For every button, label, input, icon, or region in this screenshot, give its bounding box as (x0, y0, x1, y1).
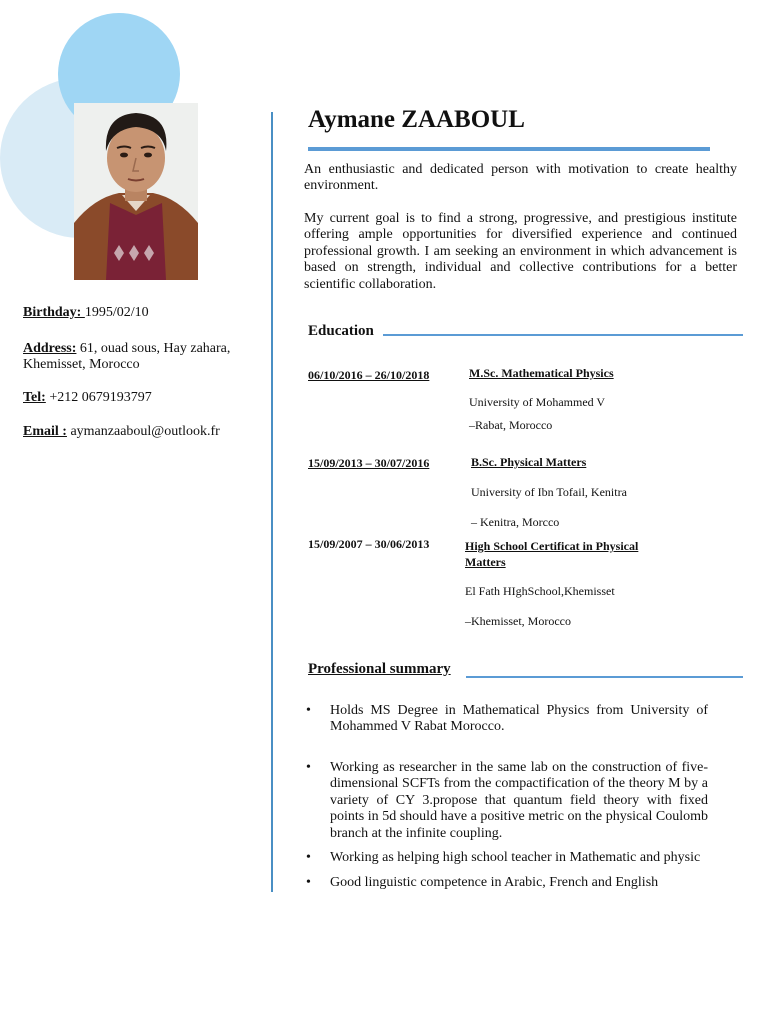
bullet-icon: • (306, 875, 311, 890)
education-location-3: –Khemisset, Morocco (465, 614, 571, 628)
education-rule (383, 334, 743, 336)
address-block (23, 341, 253, 373)
summary-bullet-3: Working as helping high school teacher in Mathematic and physic (330, 850, 701, 865)
tel-value: +212 0679193797 (45, 390, 152, 405)
education-degree-1: M.Sc. Mathematical Physics (469, 366, 614, 380)
summary-heading: Professional summary (308, 661, 451, 677)
summary-rule (466, 676, 743, 678)
bullet-icon: • (306, 850, 311, 865)
email-label: Email : (23, 424, 67, 439)
address-line1: 61, ouad sous, Hay zahara, (76, 341, 231, 356)
birthday-value: 1995/02/10 (84, 305, 149, 320)
birthday-label: Birthday: (23, 305, 85, 320)
education-dates-1: 06/10/2016 – 26/10/2018 (308, 368, 430, 382)
intro-paragraph-2: My current goal is to find a strong, progressive, and prestigious institute offering ample opportunities for diversified experience and continued professional growth. I am seeking an environment in which advancement is based on strength, individual and collective contributions for a better scientific collaboration. (304, 211, 737, 292)
intro-paragraph-1: An enthusiastic and dedicated person with motivation to create healthy environment. (304, 162, 737, 194)
education-school-1: University of Mohammed V (469, 395, 606, 409)
profile-photo (74, 103, 198, 280)
summary-bullet-2: Working as researcher in the same lab on the construction of five-dimensional SCFTs from the compactification of the theory M by a variety of CY 3.propose that quantum field theory with fixed points in 5d should have a positive metric on the physical Coulomb branch at the infinite coupling. (330, 760, 708, 841)
education-location-1: –Rabat, Morocco (469, 418, 553, 432)
education-school-3: El Fath HIghSchool,Khemisset (465, 584, 615, 598)
education-dates-2: 15/09/2013 – 30/07/2016 (308, 456, 430, 470)
birthday-line (23, 305, 253, 321)
address-line2: Khemisset, Morocco (23, 357, 140, 372)
address-label: Address: (23, 341, 77, 356)
candidate-name: Aymane ZAABOUL (308, 106, 525, 133)
education-degree-3: High School Certificat in Physical Matters (465, 539, 639, 569)
summary-bullet-4: Good linguistic competence in Arabic, French and English (330, 875, 659, 890)
summary-bullet-1: Holds MS Degree in Mathematical Physics from University of Mohammed V Rabat Morocco. (330, 703, 708, 735)
email-line (23, 424, 253, 440)
bullet-icon: • (306, 760, 311, 775)
tel-line (23, 390, 253, 406)
education-dates-3: 15/09/2007 – 30/06/2013 (308, 537, 430, 551)
education-heading: Education (308, 323, 374, 339)
bullet-icon: • (306, 703, 311, 718)
name-underline (308, 147, 710, 151)
education-degree-2: B.Sc. Physical Matters (471, 455, 587, 469)
email-value[interactable]: aymanzaaboul@outlook.fr (66, 424, 220, 439)
tel-label: Tel: (23, 390, 46, 405)
education-school-2: University of Ibn Tofail, Kenitra (471, 485, 627, 499)
education-location-2: – Kenitra, Morcco (471, 515, 560, 529)
vertical-divider (271, 112, 273, 892)
